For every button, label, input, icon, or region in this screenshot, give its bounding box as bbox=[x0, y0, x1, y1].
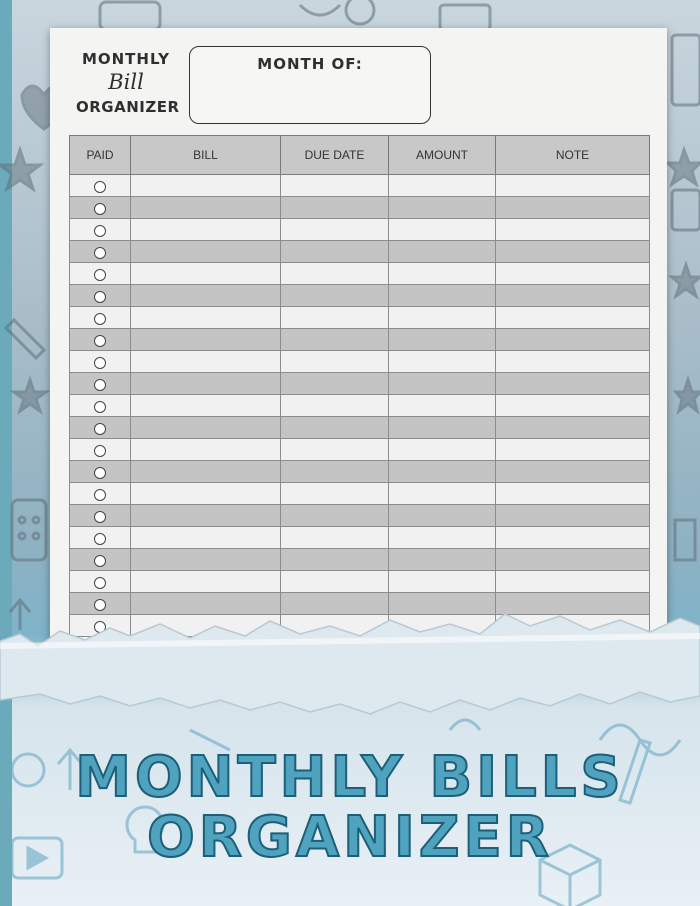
paid-checkbox[interactable] bbox=[94, 533, 106, 545]
bill-cell[interactable] bbox=[131, 461, 281, 483]
bill-cell[interactable] bbox=[131, 329, 281, 351]
due-date-cell[interactable] bbox=[281, 329, 389, 351]
table-row bbox=[70, 527, 650, 549]
amount-cell[interactable] bbox=[389, 483, 496, 505]
paid-cell[interactable] bbox=[70, 439, 131, 461]
table-row bbox=[70, 483, 650, 505]
amount-cell[interactable] bbox=[389, 395, 496, 417]
star-icon bbox=[0, 150, 40, 189]
paid-checkbox[interactable] bbox=[94, 577, 106, 589]
bill-cell[interactable] bbox=[131, 197, 281, 219]
due-date-cell[interactable] bbox=[281, 549, 389, 571]
due-date-cell[interactable] bbox=[281, 285, 389, 307]
table-row bbox=[70, 417, 650, 439]
amount-cell[interactable] bbox=[389, 307, 496, 329]
header-note: NOTE bbox=[496, 136, 650, 175]
amount-cell[interactable] bbox=[389, 373, 496, 395]
brand-line-bill: Bill bbox=[108, 70, 144, 94]
paid-cell[interactable] bbox=[70, 373, 131, 395]
note-cell[interactable] bbox=[496, 373, 650, 395]
paid-cell[interactable] bbox=[70, 417, 131, 439]
table-header-row bbox=[70, 136, 650, 175]
note-cell[interactable] bbox=[496, 307, 650, 329]
due-date-cell[interactable] bbox=[281, 241, 389, 263]
star-icon bbox=[668, 150, 700, 184]
paid-cell[interactable] bbox=[70, 549, 131, 571]
due-date-cell[interactable] bbox=[281, 219, 389, 241]
calculator-icon bbox=[672, 35, 700, 105]
bill-cell[interactable] bbox=[131, 571, 281, 593]
paid-cell[interactable] bbox=[70, 175, 131, 197]
paid-cell[interactable] bbox=[70, 395, 131, 417]
paid-checkbox[interactable] bbox=[94, 555, 106, 567]
table-row bbox=[70, 395, 650, 417]
cover-title-line-2: ORGANIZER bbox=[147, 805, 553, 871]
paid-cell[interactable] bbox=[70, 483, 131, 505]
table-row bbox=[70, 549, 650, 571]
note-cell[interactable] bbox=[496, 263, 650, 285]
due-date-cell[interactable] bbox=[281, 439, 389, 461]
table-row bbox=[70, 197, 650, 219]
paid-checkbox[interactable] bbox=[94, 511, 106, 523]
note-cell[interactable] bbox=[496, 395, 650, 417]
paid-checkbox[interactable] bbox=[94, 335, 106, 347]
paid-cell[interactable] bbox=[70, 351, 131, 373]
note-cell[interactable] bbox=[496, 241, 650, 263]
due-date-cell[interactable] bbox=[281, 395, 389, 417]
paid-cell[interactable] bbox=[70, 263, 131, 285]
note-cell[interactable] bbox=[496, 219, 650, 241]
amount-cell[interactable] bbox=[389, 219, 496, 241]
bill-cell[interactable] bbox=[131, 219, 281, 241]
calculator-icon bbox=[12, 500, 46, 560]
table-row bbox=[70, 351, 650, 373]
paid-checkbox[interactable] bbox=[94, 181, 106, 193]
paid-checkbox[interactable] bbox=[94, 269, 106, 281]
table-row bbox=[70, 219, 650, 241]
amount-cell[interactable] bbox=[389, 241, 496, 263]
paid-cell[interactable] bbox=[70, 241, 131, 263]
paid-checkbox[interactable] bbox=[94, 357, 106, 369]
header-bill: BILL bbox=[131, 136, 281, 175]
pencil-icon bbox=[6, 320, 44, 358]
amount-cell[interactable] bbox=[389, 571, 496, 593]
bill-table bbox=[69, 135, 650, 637]
amount-cell[interactable] bbox=[389, 197, 496, 219]
due-date-cell[interactable] bbox=[281, 197, 389, 219]
paid-cell[interactable] bbox=[70, 461, 131, 483]
due-date-cell[interactable] bbox=[281, 307, 389, 329]
star-icon bbox=[672, 265, 700, 296]
note-cell[interactable] bbox=[496, 417, 650, 439]
star-icon bbox=[676, 380, 700, 411]
note-cell[interactable] bbox=[496, 527, 650, 549]
cover-title bbox=[0, 745, 700, 871]
header-paid: PAID bbox=[70, 136, 131, 175]
paid-checkbox[interactable] bbox=[94, 489, 106, 501]
month-of-field[interactable] bbox=[189, 46, 431, 124]
due-date-cell[interactable] bbox=[281, 527, 389, 549]
amount-cell[interactable] bbox=[389, 527, 496, 549]
note-cell[interactable] bbox=[496, 461, 650, 483]
table-row bbox=[70, 285, 650, 307]
due-date-cell[interactable] bbox=[281, 417, 389, 439]
cover-title-line-1: MONTHLY BILLS bbox=[75, 745, 625, 810]
amount-cell[interactable] bbox=[389, 505, 496, 527]
table-row bbox=[70, 571, 650, 593]
due-date-cell[interactable] bbox=[281, 351, 389, 373]
bill-cell[interactable] bbox=[131, 175, 281, 197]
paid-checkbox[interactable] bbox=[94, 247, 106, 259]
note-cell[interactable] bbox=[496, 175, 650, 197]
brand-logo bbox=[76, 50, 180, 116]
due-date-cell[interactable] bbox=[281, 505, 389, 527]
bill-cell[interactable] bbox=[131, 241, 281, 263]
note-cell[interactable] bbox=[496, 571, 650, 593]
bill-cell[interactable] bbox=[131, 263, 281, 285]
note-cell[interactable] bbox=[496, 351, 650, 373]
due-date-cell[interactable] bbox=[281, 571, 389, 593]
amount-cell[interactable] bbox=[389, 329, 496, 351]
note-cell[interactable] bbox=[496, 505, 650, 527]
note-cell[interactable] bbox=[496, 549, 650, 571]
note-cell[interactable] bbox=[496, 329, 650, 351]
note-cell[interactable] bbox=[496, 483, 650, 505]
table-row bbox=[70, 263, 650, 285]
table-row bbox=[70, 241, 650, 263]
table-row bbox=[70, 373, 650, 395]
paid-checkbox[interactable] bbox=[94, 313, 106, 325]
due-date-cell[interactable] bbox=[281, 263, 389, 285]
amount-cell[interactable] bbox=[389, 285, 496, 307]
table-row bbox=[70, 461, 650, 483]
due-date-cell[interactable] bbox=[281, 175, 389, 197]
bill-cell[interactable] bbox=[131, 395, 281, 417]
amount-cell[interactable] bbox=[389, 461, 496, 483]
paid-cell[interactable] bbox=[70, 307, 131, 329]
table-row bbox=[70, 505, 650, 527]
note-cell[interactable] bbox=[496, 197, 650, 219]
due-date-cell[interactable] bbox=[281, 461, 389, 483]
paid-cell[interactable] bbox=[70, 329, 131, 351]
table-row bbox=[70, 329, 650, 351]
bill-cell[interactable] bbox=[131, 483, 281, 505]
paid-checkbox[interactable] bbox=[94, 225, 106, 237]
amount-cell[interactable] bbox=[389, 263, 496, 285]
torn-paper-strip bbox=[0, 606, 700, 721]
paid-checkbox[interactable] bbox=[94, 291, 106, 303]
brand-line-monthly: MONTHLY bbox=[81, 50, 171, 68]
amount-cell[interactable] bbox=[389, 351, 496, 373]
header-due-date: DUE DATE bbox=[281, 136, 389, 175]
paid-cell[interactable] bbox=[70, 571, 131, 593]
star-icon bbox=[14, 380, 46, 411]
due-date-cell[interactable] bbox=[281, 483, 389, 505]
due-date-cell[interactable] bbox=[281, 373, 389, 395]
paid-checkbox[interactable] bbox=[94, 467, 106, 479]
bill-cell[interactable] bbox=[131, 549, 281, 571]
amount-cell[interactable] bbox=[389, 417, 496, 439]
note-cell[interactable] bbox=[496, 285, 650, 307]
bill-cell[interactable] bbox=[131, 439, 281, 461]
paid-cell[interactable] bbox=[70, 527, 131, 549]
bill-cell[interactable] bbox=[131, 527, 281, 549]
bill-cell[interactable] bbox=[131, 373, 281, 395]
bill-cell[interactable] bbox=[131, 417, 281, 439]
note-cell[interactable] bbox=[496, 439, 650, 461]
paid-checkbox[interactable] bbox=[94, 379, 106, 391]
paid-checkbox[interactable] bbox=[94, 423, 106, 435]
brand-line-organizer: ORGANIZER bbox=[76, 98, 180, 116]
paid-checkbox[interactable] bbox=[94, 203, 106, 215]
paid-checkbox[interactable] bbox=[94, 445, 106, 457]
month-of-label: MONTH OF: bbox=[257, 55, 363, 73]
paid-cell[interactable] bbox=[70, 197, 131, 219]
table-row bbox=[70, 439, 650, 461]
amount-cell[interactable] bbox=[389, 439, 496, 461]
paid-cell[interactable] bbox=[70, 285, 131, 307]
table-row bbox=[70, 307, 650, 329]
paid-cell[interactable] bbox=[70, 505, 131, 527]
amount-cell[interactable] bbox=[389, 175, 496, 197]
paid-checkbox[interactable] bbox=[94, 401, 106, 413]
header-amount: AMOUNT bbox=[389, 136, 496, 175]
bill-cell[interactable] bbox=[131, 307, 281, 329]
bill-organizer-page bbox=[50, 28, 667, 648]
bill-cell[interactable] bbox=[131, 505, 281, 527]
paid-cell[interactable] bbox=[70, 219, 131, 241]
bill-cell[interactable] bbox=[131, 285, 281, 307]
amount-cell[interactable] bbox=[389, 549, 496, 571]
table-row bbox=[70, 175, 650, 197]
bill-cell[interactable] bbox=[131, 351, 281, 373]
